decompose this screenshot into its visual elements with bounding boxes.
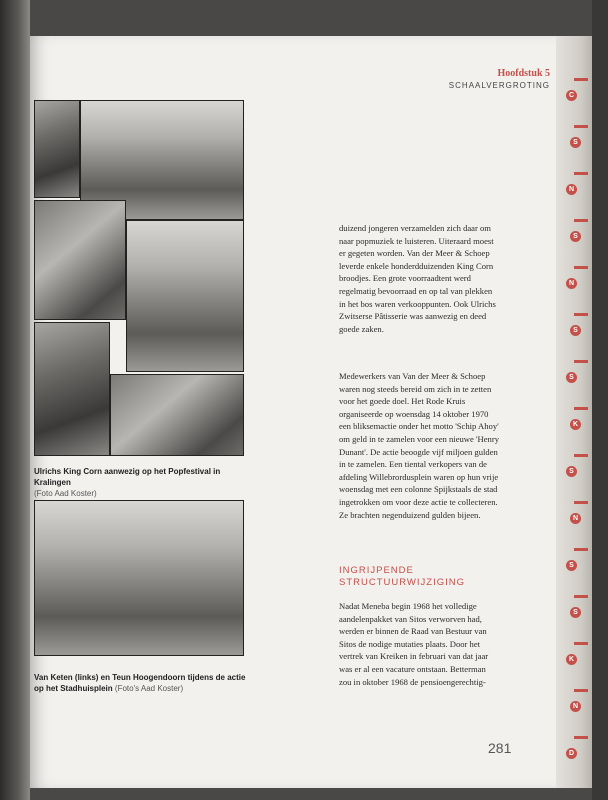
collage-photo-5 (34, 322, 110, 456)
book-spine-edge (0, 0, 30, 800)
thumb-tab-mark (574, 454, 588, 457)
thumb-tab: S (566, 560, 577, 571)
thumb-tab-mark (574, 313, 588, 316)
thumb-tab: D (566, 748, 577, 759)
thumb-tab-mark (574, 219, 588, 222)
thumb-tab: N (570, 701, 581, 712)
page-number: 281 (488, 740, 512, 756)
collage-photo-4 (126, 220, 244, 372)
collage-photo-3 (34, 200, 126, 320)
thumb-tab: S (566, 466, 577, 477)
caption-top (34, 466, 249, 499)
background-right (592, 0, 608, 800)
thumb-tab-mark (574, 689, 588, 692)
thumb-tab: S (570, 325, 581, 336)
thumb-tab-mark (574, 548, 588, 551)
thumb-tab: S (570, 607, 581, 618)
thumb-tab: S (570, 137, 581, 148)
paragraph-1: duizend jongeren verzamelden zich daar om naar popmuziek te luisteren. Uiteraard moest er gegeten worden. Van der Meer & Schoep leverde enkele honderdduizenden King Corn broodjes. Een grote voorraadtent werd regelmatig bevoorraad en op tal van plekken in het bos waren verkooppunten. Ook Ulrichs Zwitserse Pâtisserie was aanwezig en deed goede zaken. (339, 223, 496, 334)
thumb-tab: K (570, 419, 581, 430)
running-head (449, 68, 550, 90)
caption-bottom-main-2: op het Stadhuisplein (34, 684, 113, 693)
thumb-tab-mark (574, 360, 588, 363)
collage-photo-6 (110, 374, 244, 456)
thumb-tab-mark (574, 407, 588, 410)
page-stack-edge (556, 36, 592, 788)
thumb-tab: S (566, 372, 577, 383)
thumb-tab-mark (574, 501, 588, 504)
caption-top-credit: (Foto Aad Koster) (34, 489, 97, 498)
thumb-tab-mark (574, 266, 588, 269)
thumb-tab: N (570, 513, 581, 524)
section-label: SCHAALVERGROTING (448, 81, 550, 90)
thumb-tab: K (566, 654, 577, 665)
paragraph-3: Nadat Meneba begin 1968 het volledige aandelenpakket van Sitos verworven had, werden er binnen de Raad van Bestuur van Sitos de nodige mutaties plaats. Door het vertrek van Kreiken in februari van dat jaar was er al een vacature ontstaan. Betterman zou in oktober 1968 de pensioengerechtig- (339, 601, 489, 687)
thumb-tab: N (566, 184, 577, 195)
thumb-tab-mark (574, 736, 588, 739)
collage-photo-1 (34, 100, 80, 198)
thumb-tab-mark (574, 595, 588, 598)
thumb-tab-mark (574, 78, 588, 81)
thumb-tab: C (566, 90, 577, 101)
heading-line-2: STRUCTUURWIJZIGING (339, 577, 466, 588)
caption-bottom-main-1: Van Keten (links) en Teun Hoogendoorn tijdens de actie (34, 673, 246, 682)
thumb-tab-mark (574, 642, 588, 645)
thumb-tab-mark (574, 172, 588, 175)
caption-bottom (34, 672, 249, 694)
thumb-tab: S (570, 231, 581, 242)
paragraph-2: Medewerkers van Van der Meer & Schoep waren nog steeds bereid om zich in te zetten voor het goede doel. Het Rode Kruis organiseerde op woensdag 14 oktober 1970 een bliksemactie onder het motto 'Schip Ahoy' om geld in te zamelen voor een nieuwe 'Henry Dunant'. De actie beoogde vijf miljoen gulden in te zamelen. Een tiental verkopers van de afdeling Willebrordusplein waren op hun vrije woensdag met een colonne Spijkstaals de stad ingetrokken om voor deze actie te collecteren. Ze brachten negenduizend gulden bijeen. (339, 371, 499, 520)
stadhuisplein-photo (34, 500, 244, 656)
section-heading (339, 565, 509, 589)
caption-bottom-credit: (Foto's Aad Koster) (114, 684, 184, 693)
thumb-tab-mark (574, 125, 588, 128)
thumb-tab: N (566, 278, 577, 289)
chapter-label: Hoofdstuk 5 (497, 68, 550, 79)
caption-top-main: Ulrichs King Corn aanwezig op het Popfestival in Kralingen (34, 467, 221, 487)
heading-line-1: INGRIJPENDE (339, 565, 414, 576)
